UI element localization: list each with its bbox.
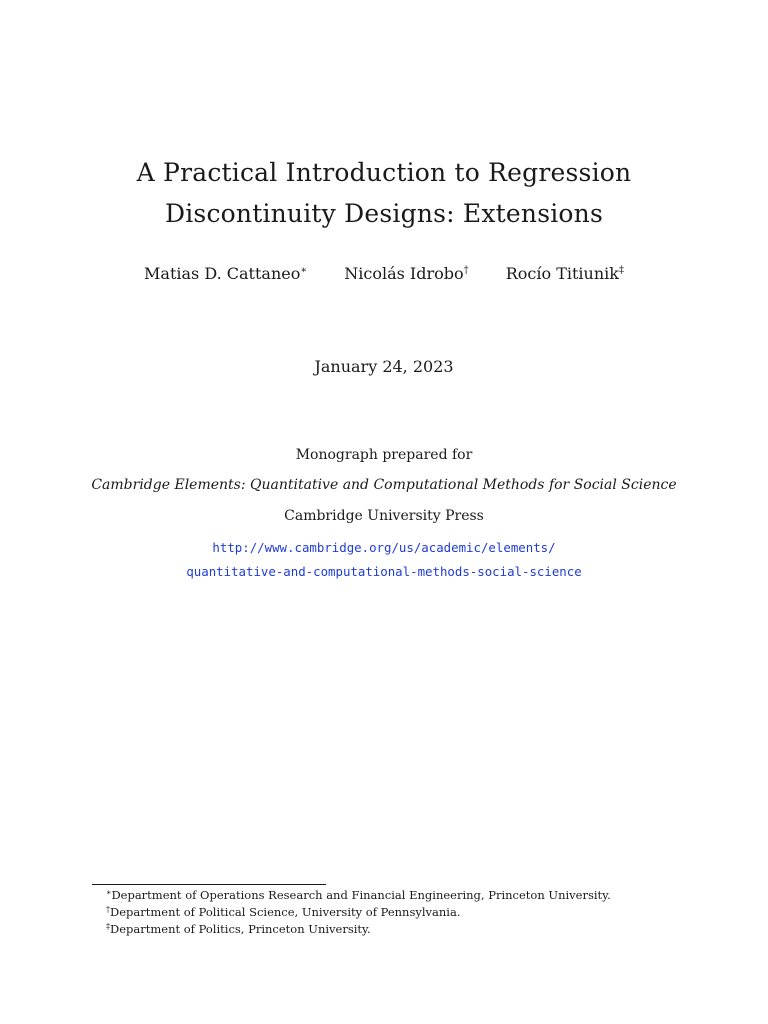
title-line-1: A Practical Introduction to Regression	[136, 158, 632, 187]
series-name: Cambridge Elements: Quantitative and Computational Methods for Social Science	[91, 477, 677, 493]
author-name: Rocío Titiunik	[505, 264, 619, 283]
footnote-text: Department of Politics, Princeton University.	[110, 922, 371, 936]
author-name: Matias D. Cattaneo	[144, 264, 301, 283]
footnote-mark: †	[106, 905, 110, 914]
footnote-3	[106, 921, 371, 937]
publisher-name: Cambridge University Press	[284, 508, 484, 524]
footnote-mark: ∗	[106, 888, 112, 897]
footnote-text: Department of Political Science, University of Pennsylvania.	[110, 905, 461, 919]
author-footnote-mark: ∗	[300, 265, 308, 276]
footnote-1	[106, 887, 611, 903]
footnote-2	[106, 904, 460, 920]
footnote-mark: ‡	[106, 922, 110, 931]
paper-title	[0, 152, 768, 234]
author-footnote-mark: †	[463, 265, 469, 276]
author-titiunik	[506, 262, 624, 286]
footnote-text: Department of Operations Research and Financial Engineering, Princeton University.	[111, 888, 611, 902]
series-url-line-2[interactable]: quantitative-and-computational-methods-social-science	[186, 564, 582, 579]
author-list	[0, 262, 768, 286]
author-footnote-mark: ‡	[618, 265, 624, 276]
series-url-line-1[interactable]: http://www.cambridge.org/us/academic/elements/	[212, 540, 556, 555]
author-cattaneo	[144, 262, 307, 286]
publication-date: January 24, 2023	[314, 357, 454, 376]
prepared-for-text: Monograph prepared for	[295, 447, 473, 463]
footnote-divider	[92, 884, 326, 885]
author-name: Nicolás Idrobo	[344, 264, 464, 283]
author-idrobo	[344, 262, 468, 286]
title-line-2: Discontinuity Designs: Extensions	[164, 199, 604, 228]
